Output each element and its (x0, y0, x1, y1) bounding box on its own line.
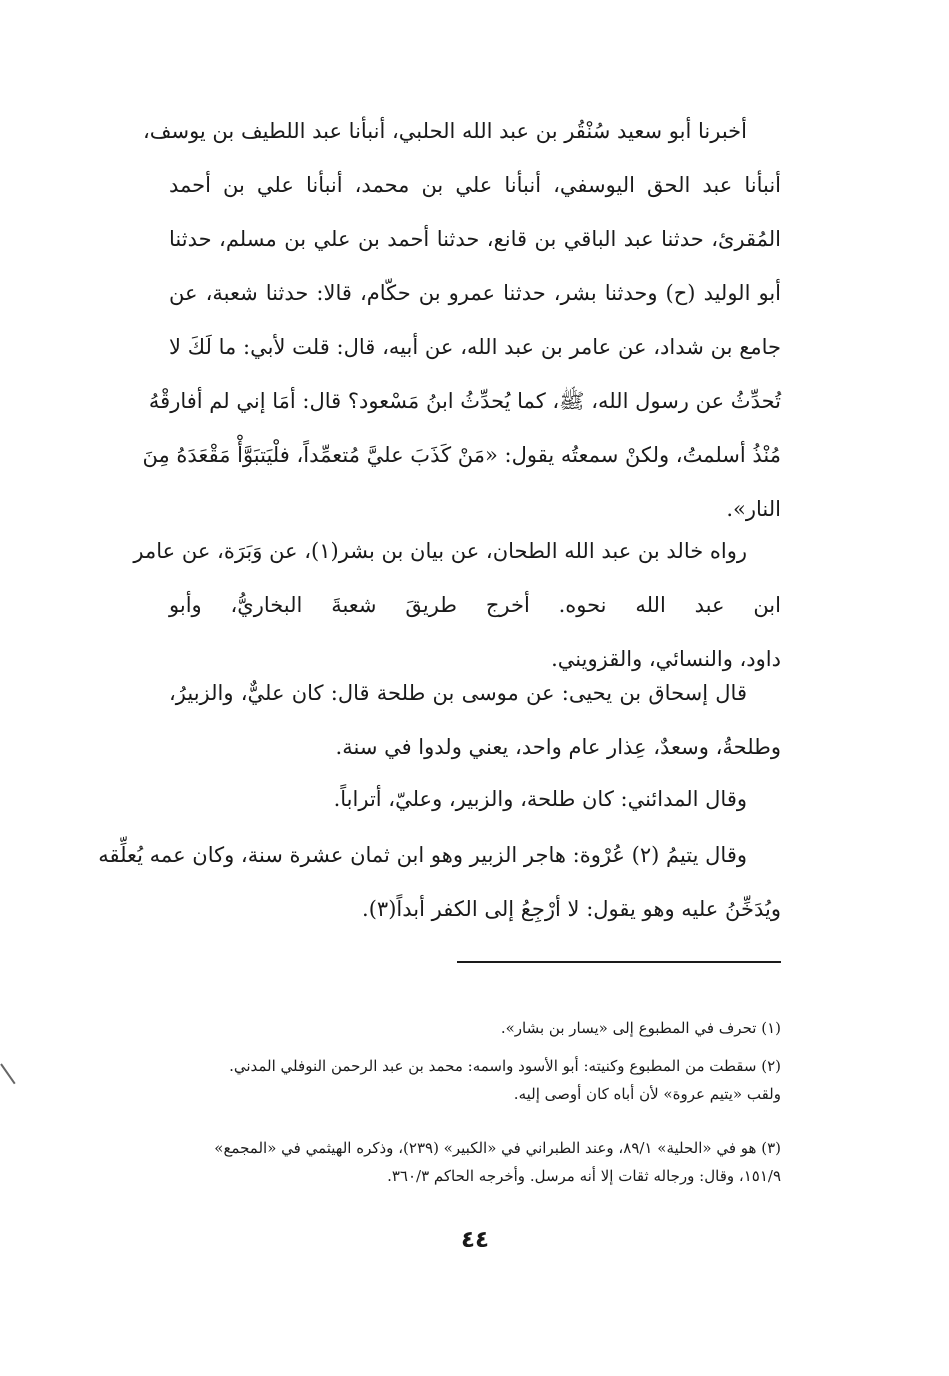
text-line: وطلحةُ، وسعدٌ، عِذار عام واحد، يعني ولدوا في سنة. (335, 735, 781, 759)
text-line: النار». (726, 497, 781, 521)
text-line: رواه خالد بن عبد الله الطحان، عن بيان بن بشر(١)، عن وَبَرَة، عن عامر (133, 539, 747, 563)
text-line: تُحدِّثُ عن رسول الله، ﷺ، كما يُحدِّثُ ابنُ مَسْعود؟ قال: أمَا إني لم أفارقْهُ (148, 389, 781, 413)
text-line: ويُدَخِّنُ عليه وهو يقول: لا أرْجِعُ إلى الكفر أبداً(٣). (362, 897, 781, 921)
ishaq-paragraph (169, 666, 781, 774)
footnote-1 (141, 1014, 781, 1042)
text-line: أبو الوليد (ح) وحدثنا بشر، حدثنا عمرو بن حكّام، قالا: حدثنا شعبة، عن (169, 281, 781, 305)
text-line: أنبأنا عبد الحق اليوسفي، أنبأنا علي بن محمد، أنبأنا علي بن أحمد (169, 173, 781, 197)
text-line: أخبرنا أبو سعيد سُنْقُر بن عبد الله الحلبي، أنبأنا عبد اللطيف بن يوسف، (142, 119, 747, 143)
text-line: مُنْذُ أسلمتُ، ولكنْ سمعتُه يقول: «مَنْ كَذَبَ عليَّ مُتعمِّداً، فلْيَتبَوَّأْ مَقْعَدَهُ مِنَ (142, 443, 781, 467)
footnote-line: ولقب «يتيم عروة» لأن أباه كان أوصى إليه. (513, 1085, 781, 1103)
hadith-paragraph (142, 104, 782, 536)
text-line: جامع بن شداد، عن عامر بن عبد الله، عن أبيه، قال: قلت لأبي: ما لَكَ لا (169, 335, 782, 359)
footnote-line: (٣) هو في «الحلية» ٨٩/١، وعند الطبراني في «الكبير» (٢٣٩)، وذكره الهيثمي في «المجمع» (214, 1139, 781, 1157)
book-page (1, 0, 949, 1376)
page-number: ٤٤ (460, 1227, 490, 1253)
footnote-3 (141, 1134, 781, 1190)
urwa-paragraph (98, 828, 781, 936)
text-line: وقال المدائني: كان طلحة، والزبير، وعليّ، أتراباً. (333, 787, 747, 811)
footnote-2 (141, 1052, 781, 1108)
text-line: داود، والنسائي، والقزويني. (551, 647, 781, 671)
madaini-paragraph (169, 772, 781, 826)
footnote-line: (٢) سقطت من المطبوع وكنيته: أبو الأسود واسمه: محمد بن عبد الرحمن النوفلي المدني. (229, 1057, 781, 1075)
footnote-line: (١) تحرف في المطبوع إلى «يسار بن بشار». (500, 1019, 781, 1037)
riwaya-paragraph (133, 524, 781, 686)
footnote-divider (457, 961, 781, 963)
footnote-line: ١٥١/٩، وقال: ورجاله ثقات إلا أنه مرسل. وأخرجه الحاكم ٣٦٠/٣. (387, 1167, 781, 1185)
scan-edge-mark (0, 1063, 15, 1084)
text-line: المُقرئ، حدثنا عبد الباقي بن قانع، حدثنا أحمد بن علي بن مسلم، حدثنا (169, 227, 781, 251)
text-line: قال إسحاق بن يحيى: عن موسى بن طلحة قال: كان عليٌّ، والزبيرُ، (169, 681, 747, 705)
text-line: ابن عبد الله نحوه. أخرج طريقَ شعبةَ البخاريُّ، وأبو (169, 593, 781, 617)
text-line: وقال يتيمُ (٢) عُرْوة: هاجر الزبير وهو ابن ثمان عشرة سنة، وكان عمه يُعلِّقه (98, 843, 747, 867)
